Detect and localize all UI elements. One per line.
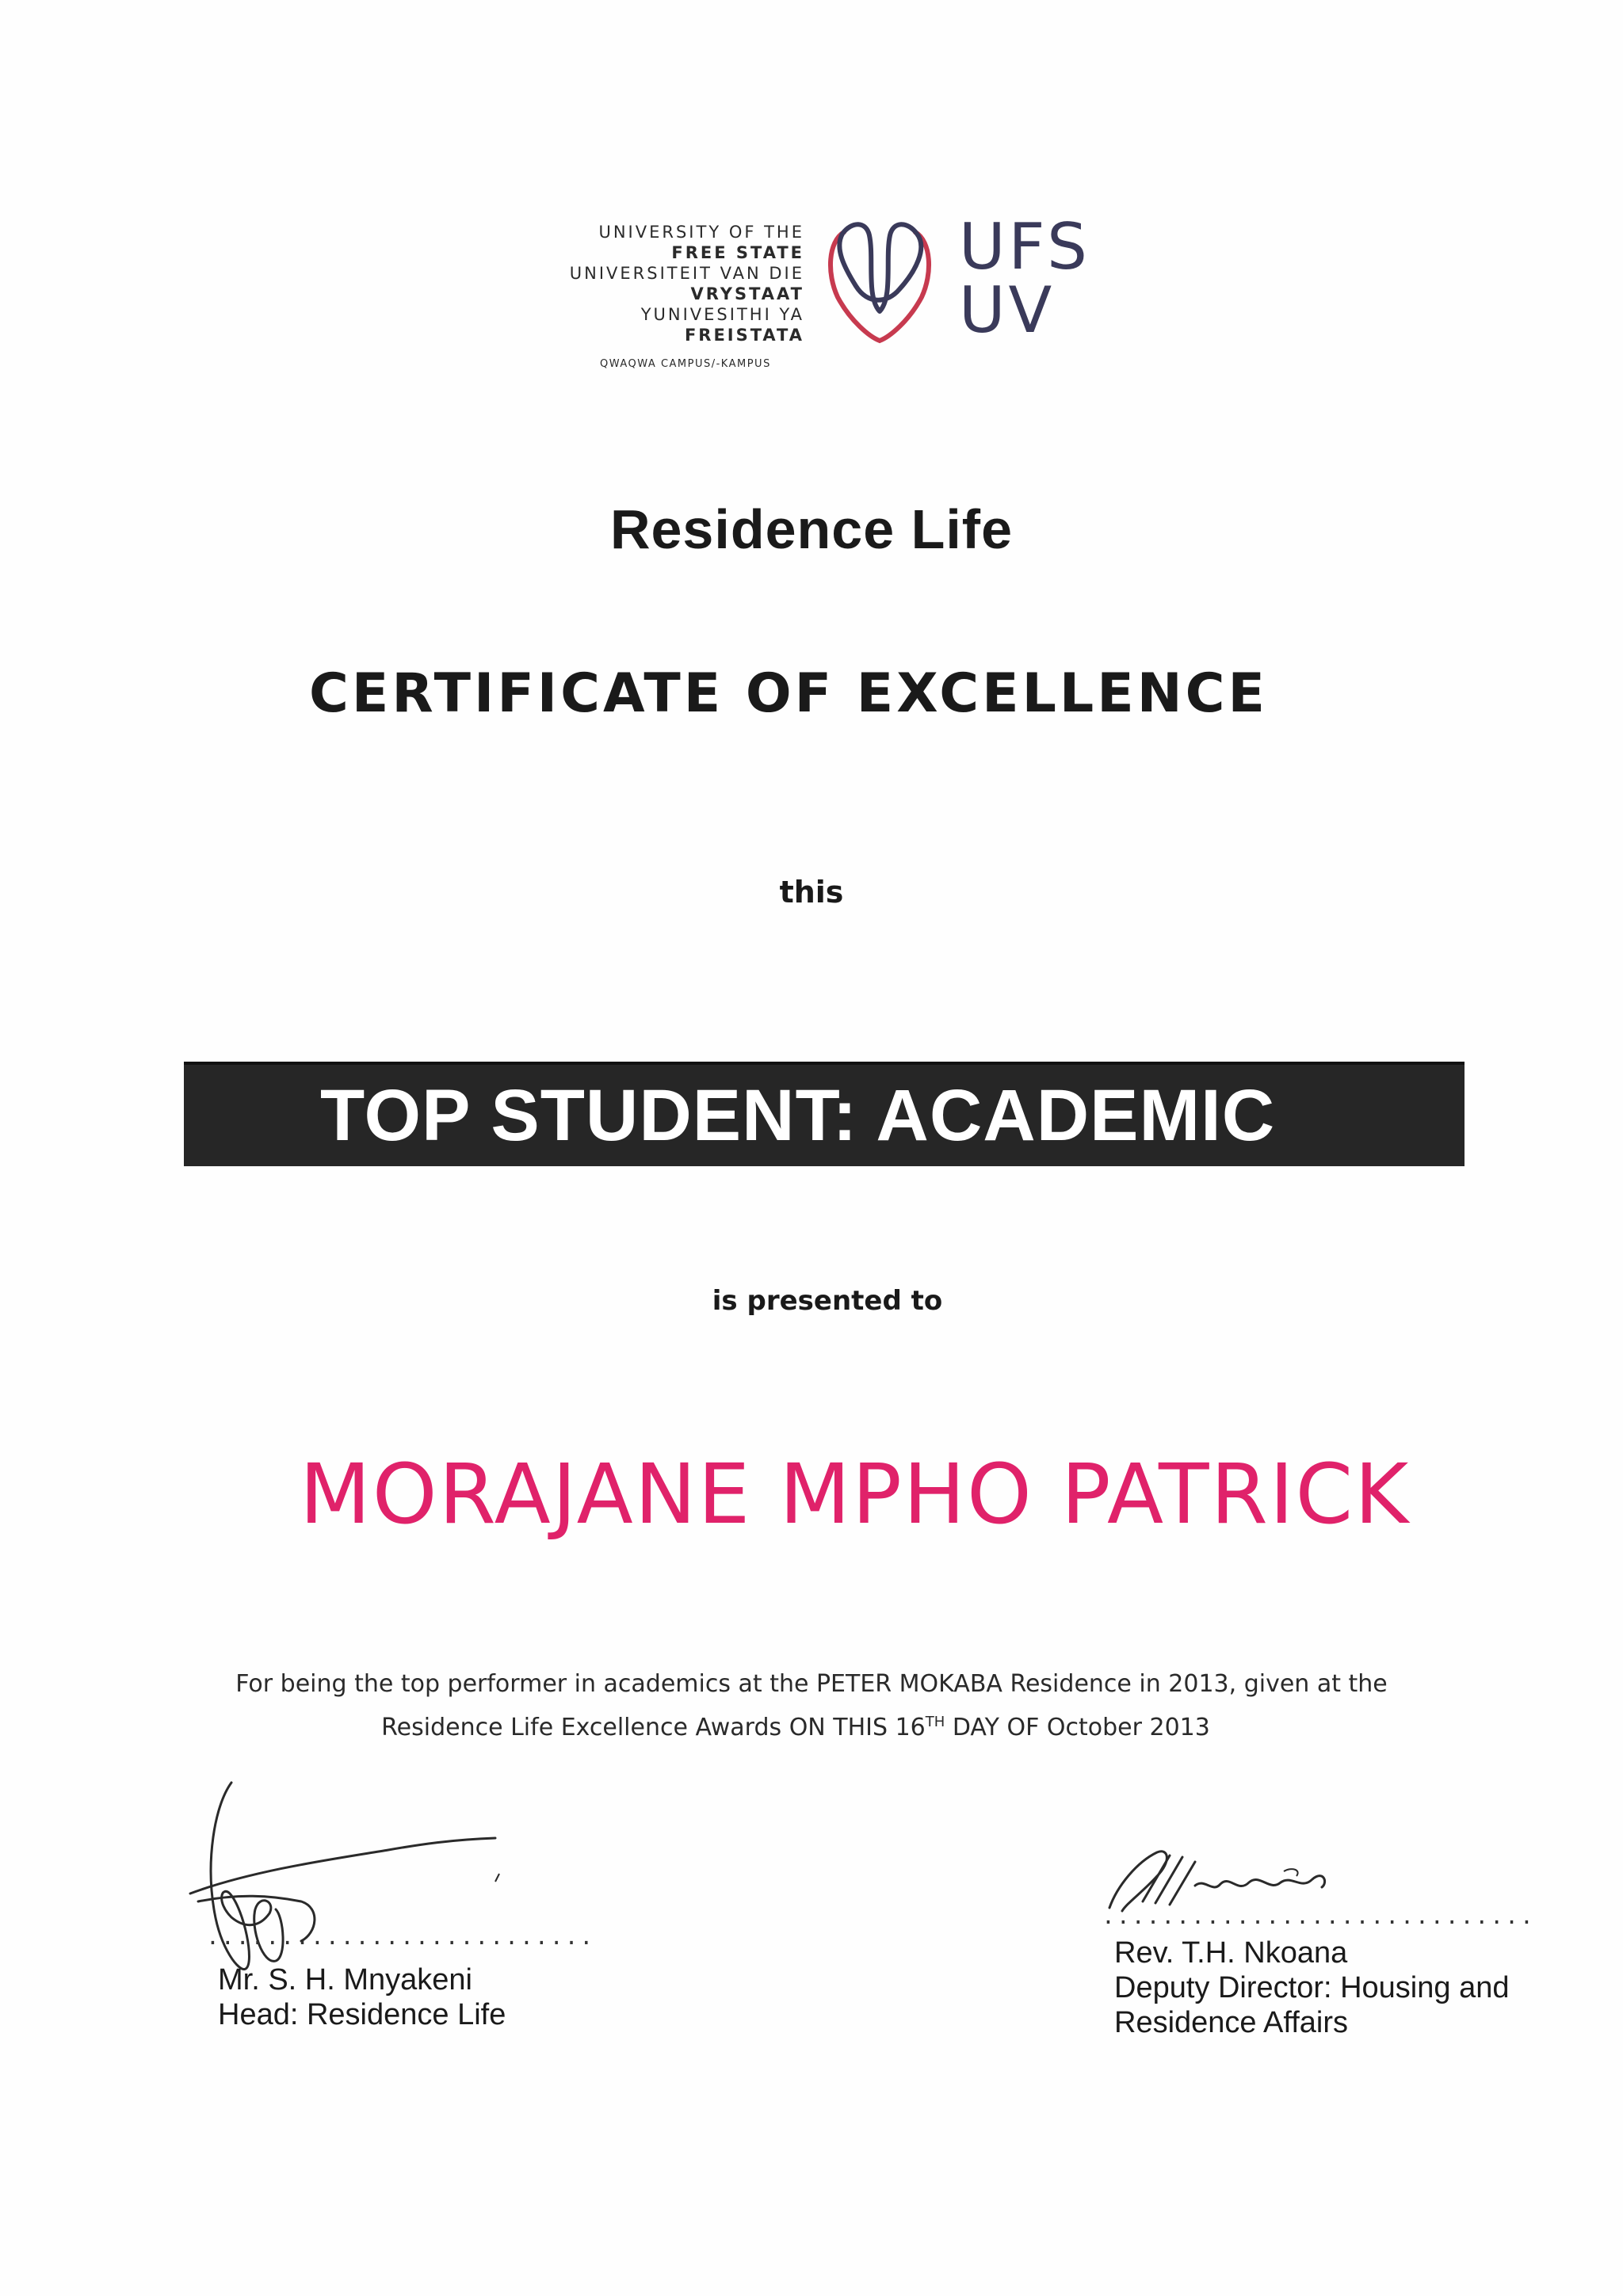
university-name-block <box>555 222 804 345</box>
abbr-line: UFS <box>959 210 1090 284</box>
university-line: UNIVERSITEIT VAN DIE <box>569 264 804 283</box>
certificate-title <box>0 662 1623 725</box>
university-line: FREISTATA <box>684 326 804 345</box>
university-line: FREE STATE <box>671 243 804 262</box>
university-line: VRYSTAAT <box>690 284 804 303</box>
university-line: UNIVERSITY OF THE <box>598 223 804 242</box>
university-line: YUNIVESITHI YA <box>640 305 804 324</box>
intro-text: this <box>779 875 844 910</box>
abbr-line: UV <box>959 273 1056 347</box>
signature-line-right: ............................. <box>1102 1903 1535 1929</box>
signatory-name-right: Rev. T.H. Nkoana <box>1114 1936 1348 1970</box>
signature-block-left <box>182 1775 595 2076</box>
award-title: TOP STUDENT: ACADEMIC <box>320 1075 1276 1156</box>
citation-line-1: For being the top performer in academics at the PETER MOKABA Residence in 2013, given at the <box>235 1670 1388 1698</box>
department-title: Residence Life <box>609 498 1014 560</box>
signatory-name-left: Mr. S. H. Mnyakeni <box>218 1963 472 1997</box>
presented-text: is presented to <box>712 1285 943 1317</box>
citation <box>0 1665 1623 1747</box>
certificate-title-text: CERTIFICATE OF EXCELLENCE <box>309 662 1268 725</box>
signatory-role-right-line1: Deputy Director: Housing and <box>1114 1971 1510 2004</box>
award-banner <box>184 1062 1465 1166</box>
citation-line-2 <box>0 1703 1623 1747</box>
signature-line-left: .......................... <box>206 1924 595 1950</box>
citation-line-2-start: Residence Life Excellence Awards ON THIS 16 <box>381 1714 926 1741</box>
ufs-logo-icon <box>820 210 939 345</box>
signatory-role-right-line2: Residence Affairs <box>1114 2006 1349 2039</box>
campus-label: QWAQWA CAMPUS/-KAMPUS <box>600 358 771 370</box>
citation-line-2-end: DAY OF October 2013 <box>945 1714 1210 1741</box>
ordinal-suffix: TH <box>925 1714 945 1730</box>
signature-block-right <box>1094 1838 1537 2092</box>
signatory-role-left: Head: Residence Life <box>218 1998 506 2031</box>
ufs-abbreviation <box>959 210 1094 347</box>
recipient-name: MORAJANE MPHO PATRICK <box>300 1446 1411 1543</box>
